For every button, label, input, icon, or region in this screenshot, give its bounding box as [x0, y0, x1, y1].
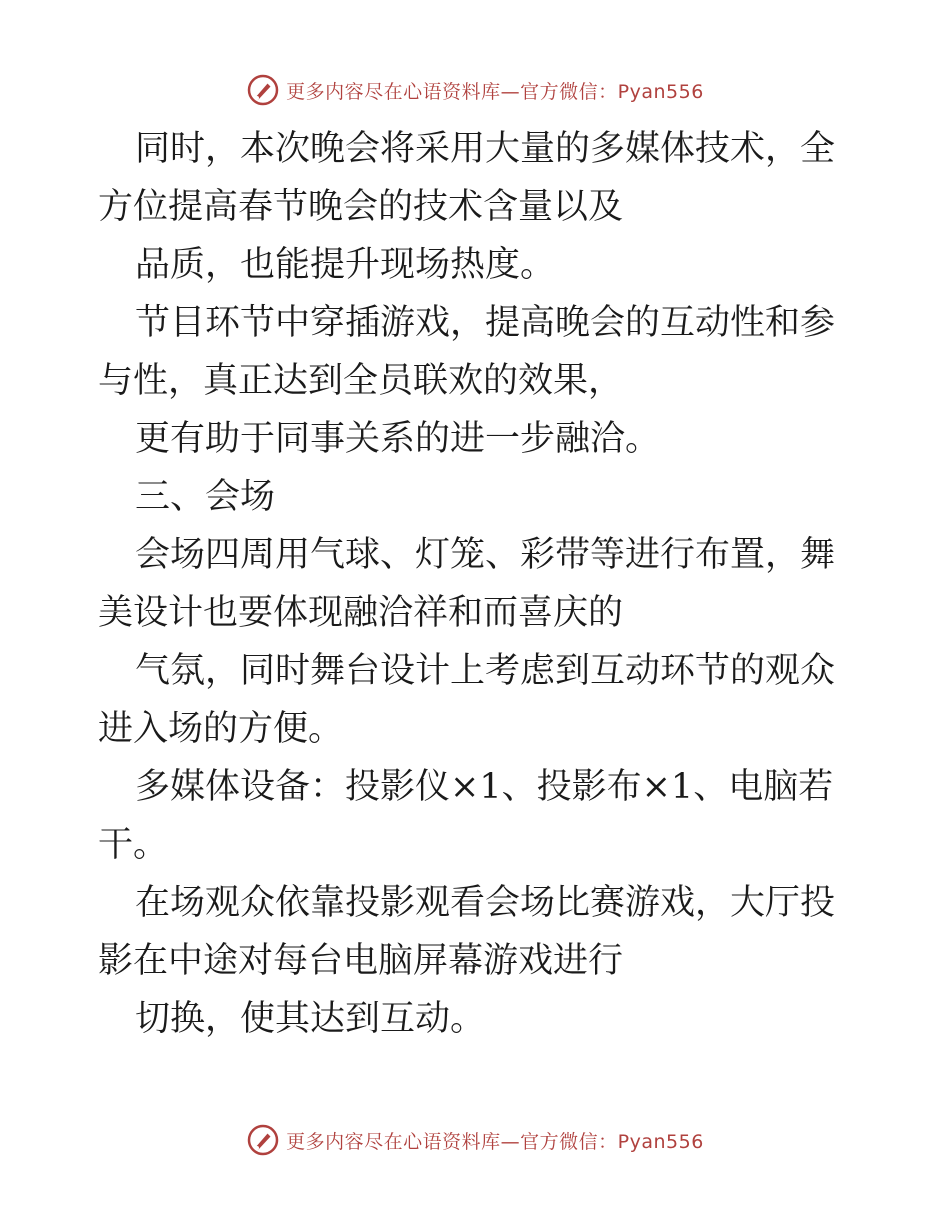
- paragraph: 节目环节中穿插游戏，提高晚会的互动性和参与性，真正达到全员联欢的效果，: [98, 303, 836, 401]
- paragraph: 在场观众依靠投影观看会场比赛游戏，大厅投影在中途对每台电脑屏幕游戏进行: [98, 883, 836, 981]
- banner-text: 更多内容尽在心语资料库—官方微信：Pyan556: [286, 1130, 704, 1153]
- pen-logo-icon: [246, 1123, 280, 1157]
- paragraph: 同时，本次晚会将采用大量的多媒体技术，全方位提高春节晚会的技术含量以及: [98, 129, 836, 227]
- paragraph: 多媒体设备：投影仪×1、投影布×1、电脑若干。: [98, 767, 834, 865]
- paragraph: 更有助于同事关系的进一步融洽。: [135, 419, 661, 459]
- pen-logo-icon: [246, 73, 280, 107]
- paragraph: 气氛，同时舞台设计上考虑到互动环节的观众进入场的方便。: [98, 651, 836, 749]
- document-body: [98, 120, 858, 1048]
- section-heading: 三、会场: [135, 477, 276, 517]
- paragraph: 会场四周用气球、灯笼、彩带等进行布置，舞美设计也要体现融洽祥和而喜庆的: [98, 535, 836, 633]
- paragraph: 切换，使其达到互动。: [135, 999, 486, 1039]
- paragraph: 品质，也能提升现场热度。: [135, 245, 556, 285]
- footer-banner: [0, 1120, 950, 1160]
- banner-text: 更多内容尽在心语资料库—官方微信：Pyan556: [286, 80, 704, 103]
- header-banner: [0, 70, 950, 110]
